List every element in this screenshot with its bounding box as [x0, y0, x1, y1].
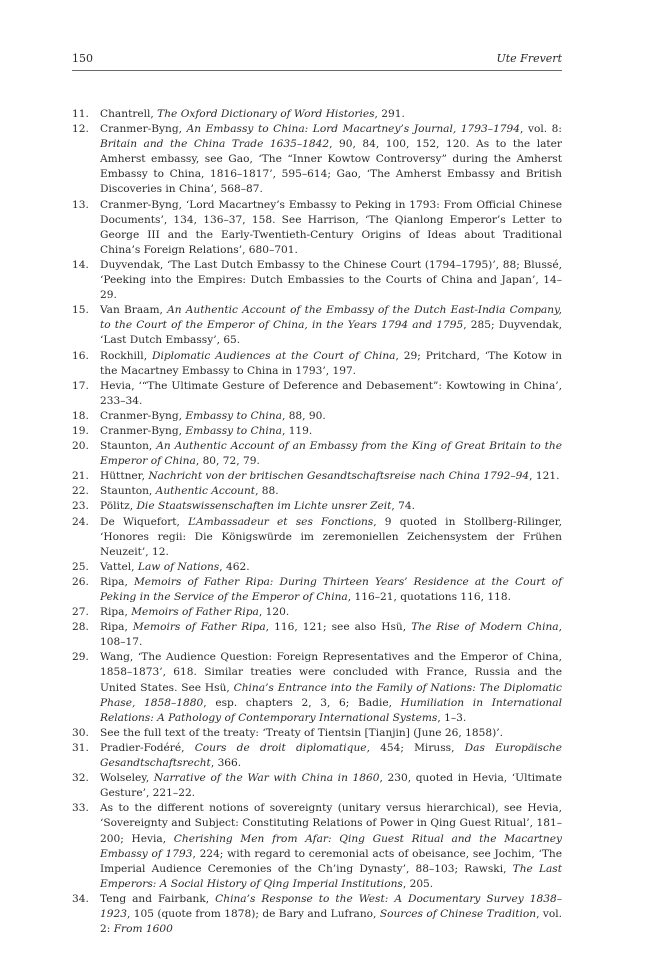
note-text-segment: , 88, 90.	[281, 409, 326, 422]
note-text-segment: , 462.	[219, 560, 250, 573]
endnote-number: 23.	[72, 500, 89, 513]
endnote-number: 18.	[72, 409, 89, 422]
endnote	[72, 469, 562, 484]
endnote	[72, 258, 562, 303]
endnote-number: 19.	[72, 424, 89, 437]
endnote-number: 25.	[72, 560, 89, 573]
note-text-segment: Pradier-Fodéré,	[100, 741, 195, 754]
cited-title: Memoirs of Father Ripa	[131, 606, 259, 619]
cited-title: Britain and the China Trade 1635–1842	[100, 138, 330, 151]
cited-title: An Authentic Account of the Embassy of the Dutch East-India Company, to the Court of the Emperor of China, in the Years 1794 and 1795	[100, 304, 562, 332]
endnote-number: 14.	[72, 258, 89, 271]
endnote-number: 21.	[72, 470, 89, 483]
cited-title: Sources of Chinese Tradition	[379, 907, 537, 920]
note-text-segment: , 108–17.	[100, 621, 563, 649]
note-text-segment: , 105 (quote from 1878); de Bary and Lufrano,	[126, 907, 380, 920]
note-text-segment: Staunton,	[100, 485, 156, 498]
note-text-segment: Cranmer-Byng,	[100, 123, 187, 136]
note-text-segment: , 29; Pritchard, ‘The Kotow in the Macartney Embassy to China in 1793’, 197.	[100, 349, 562, 377]
endnote	[72, 605, 562, 620]
cited-title: China’s Response to the West: A Documentary Survey 1838–1923	[100, 892, 563, 920]
endnote-text	[100, 485, 279, 497]
endnote	[72, 575, 562, 605]
note-text-segment: , 205.	[402, 877, 434, 890]
endnote	[72, 499, 562, 514]
note-text-segment: , 454; Miruss,	[366, 741, 465, 754]
note-text-segment: Duyvendak, ‘The Last Dutch Embassy to the Chinese Court (1794–1795)’, 88; Blussé, ‘Peeking into the Empires: Dutch Embassies to the Courts of China and Japan’, 14–29.	[100, 258, 562, 302]
endnote	[72, 439, 562, 469]
page-number: 150	[72, 52, 93, 65]
endnote-text	[100, 621, 562, 648]
endnote-number: 16.	[72, 349, 89, 362]
note-text-segment: Teng and Fairbank,	[100, 892, 216, 905]
endnote	[72, 620, 562, 650]
note-text-segment: De Wiquefort,	[100, 515, 189, 528]
cited-title: From 1600	[113, 923, 173, 936]
cited-title: Memoirs of Father Ripa: During Thirteen Years’ Residence at the Court of Peking in the Service of the Emperor of China	[100, 575, 563, 603]
cited-title: The Rise of Modern China	[411, 621, 559, 634]
note-text-segment: , 116, 121; see also Hsü,	[265, 621, 412, 634]
cited-title: Embassy to China	[185, 424, 282, 437]
endnote	[72, 409, 562, 424]
note-text-segment: Hevia, ‘“The Ultimate Gesture of Deference and Debasement”: Kowtowing in China’, 233–34.	[100, 379, 562, 407]
note-text-segment: Cranmer-Byng, ‘Lord Macartney’s Embassy to Peking in 1793: From Official Chinese Documents’, 134, 136–37, 158. See Harrison, ‘The Qianlong Emperor’s Letter to George III and the Early-Twentieth-Century Origins of Ideas about Traditional China’s Foreign Relations’, 680–701.	[100, 198, 562, 256]
endnote-text	[100, 304, 562, 346]
note-text-segment: Staunton,	[100, 440, 157, 453]
endnote	[72, 771, 562, 801]
endnote	[72, 107, 562, 122]
endnote-number: 27.	[72, 606, 89, 619]
cited-title: Cherishing Men from Afar: Qing Guest Ritual and the Macartney Embassy of 1793	[100, 832, 562, 860]
endnote-text	[100, 772, 562, 799]
endnote-text	[100, 259, 562, 301]
cited-title: Law of Nations	[137, 560, 220, 573]
note-text-segment: , vol. 2:	[100, 907, 563, 936]
endnote-text	[100, 802, 562, 889]
cited-title: Embassy to China	[185, 409, 282, 422]
endnote-number: 17.	[72, 379, 89, 392]
endnote-text	[100, 893, 562, 935]
endnote-text	[100, 350, 562, 377]
endnote	[72, 515, 562, 560]
endnote	[72, 801, 562, 892]
note-text-segment: Hüttner,	[100, 470, 149, 483]
cited-title: Das Europäische Gesandtschaftsrecht	[100, 741, 563, 770]
note-text-segment: , 285; Duyvendak, ‘Last Dutch Embassy’, 65.	[100, 319, 562, 347]
running-author: Ute Frevert	[496, 52, 562, 65]
endnote-number: 12.	[72, 123, 89, 136]
endnote-text	[100, 516, 562, 558]
note-text-segment: Rockhill,	[100, 349, 152, 362]
note-text-segment: , 120.	[258, 606, 290, 619]
note-text-segment: Ripa,	[100, 575, 134, 588]
endnote	[72, 424, 562, 439]
endnote-text	[100, 440, 562, 467]
endnote	[72, 303, 562, 348]
note-text-segment: , 366.	[210, 757, 242, 770]
cited-title: Die Staatswissenschaften im Lichte unsrer Zeit	[136, 500, 392, 513]
endnote-number: 20.	[72, 440, 89, 453]
note-text-segment: Wolseley,	[100, 772, 154, 785]
endnote-number: 24.	[72, 515, 89, 528]
cited-title: L’Ambassadeur et ses Fonctions	[188, 515, 374, 528]
note-text-segment: , vol. 8:	[520, 123, 562, 136]
cited-title: Nachricht von der britischen Gesandtschaftsreise nach China 1792–94	[148, 470, 530, 483]
endnote-number: 22.	[72, 485, 89, 498]
note-text-segment: As to the different notions of sovereignty (unitary versus hierarchical), see Hevia, ‘Sovereignty and Subject: Constituting Relations of Power in Qing Guest Ritual’, 181–200; Hevia,	[100, 802, 562, 845]
note-text-segment: Wang, ‘The Audience Question: Foreign Representatives and the Emperor of China, 1858–1873’, 618. Similar treaties were concluded with France, Russia and the United States. See Hsü,	[100, 651, 562, 694]
endnote-number: 31.	[72, 741, 89, 754]
note-text-segment: , 1–3.	[437, 711, 467, 724]
endnote-text	[100, 425, 312, 437]
endnote-text	[100, 500, 415, 512]
cited-title: Humiliation in International Relations: A Pathology of Contemporary International Systems	[100, 696, 562, 724]
cited-title: Memoirs of Father Ripa	[132, 621, 266, 634]
endnote-text	[100, 470, 559, 482]
note-text-segment: , 80, 72, 79.	[195, 455, 260, 468]
note-text-segment: , 9 quoted in Stollberg-Rilinger, ‘Honores regii: Die Königswürde im zeremoniellen Zeichensystem der Frühen Neuzeit’, 12.	[100, 515, 562, 558]
endnote-number: 30.	[72, 726, 89, 739]
endnote	[72, 122, 562, 197]
endnote-text	[100, 561, 250, 573]
note-text-segment: , 121.	[529, 470, 560, 483]
note-text-segment: , 291.	[374, 108, 405, 120]
endnote	[72, 726, 562, 741]
endnote-text	[100, 410, 326, 422]
endnote-number: 13.	[72, 198, 89, 211]
cited-title: The Oxford Dictionary of Word Histories	[157, 108, 375, 120]
endnote	[72, 379, 562, 409]
note-text-segment: Van Braam,	[100, 304, 168, 317]
endnote-text	[100, 606, 289, 618]
endnote	[72, 349, 562, 379]
endnote-text	[100, 651, 562, 723]
endnote-number: 34.	[72, 892, 89, 905]
note-text-segment: Pölitz,	[100, 500, 137, 513]
note-text-segment: , 230, quoted in Hevia, ‘Ultimate Gesture’, 221–22.	[100, 772, 562, 800]
endnote-text	[100, 380, 562, 407]
note-text-segment: , 119.	[281, 424, 313, 437]
endnote-number: 15.	[72, 304, 89, 317]
note-text-segment: , 88.	[255, 485, 279, 498]
note-text-segment: Vattel,	[100, 560, 138, 573]
endnote	[72, 650, 562, 725]
endnote	[72, 741, 562, 771]
endnotes-list	[72, 107, 562, 937]
note-text-segment: , 116–21, quotations 116, 118.	[347, 591, 511, 603]
note-text-segment: Cranmer-Byng,	[100, 424, 186, 437]
cited-title: The Last Emperors: A Social History of Qing Imperial Institutions	[100, 862, 562, 890]
endnote-text	[100, 108, 405, 120]
note-text-segment: Ripa,	[100, 606, 132, 619]
endnote-text	[100, 576, 562, 603]
cited-title: Diplomatic Audiences at the Court of China	[151, 349, 396, 362]
cited-title: An Embassy to China: Lord Macartney’s Journal, 1793–1794	[186, 123, 521, 136]
note-text-segment: Ripa,	[100, 621, 133, 634]
cited-title: Cours de droit diplomatique	[194, 741, 367, 754]
note-text-segment: , 90, 84, 100, 152, 120. As to the later Amherst embassy, see Gao, ‘The “Inner Kowtow Controversy” during the Amherst Embassy to China, 1816–1817’, 595–614; Gao, ‘The Amherst Embassy and British Discoveries in China’, 568–87.	[100, 138, 562, 196]
endnote-number: 26.	[72, 575, 89, 588]
cited-title: Narrative of the War with China in 1860	[153, 772, 380, 785]
endnote	[72, 484, 562, 499]
cited-title: Authentic Account	[155, 485, 256, 498]
cited-title: China’s Entrance into the Family of Nations: The Diplomatic Phase, 1858–1880	[100, 681, 562, 709]
endnote-text	[100, 199, 562, 256]
endnote-text	[100, 123, 562, 195]
note-text-segment: See the full text of the treaty: ‘Treaty of Tientsin [Tianjin] (June 26, 1858)’.	[100, 726, 503, 739]
endnote	[72, 892, 562, 937]
endnote-number: 11.	[72, 108, 89, 120]
note-text-segment: Chantrell,	[100, 108, 158, 120]
endnote-text	[100, 727, 503, 739]
endnote-number: 32.	[72, 772, 89, 785]
endnote-number: 29.	[72, 651, 89, 664]
cited-title: An Authentic Account of an Embassy from the King of Great Britain to the Emperor of China	[100, 440, 563, 468]
running-header	[72, 52, 562, 71]
note-text-segment: , esp. chapters 2, 3, 6; Badie,	[203, 696, 401, 709]
endnote-number: 33.	[72, 802, 89, 815]
note-text-segment: , 224; with regard to ceremonial acts of obeisance, see Jochim, ‘The Imperial Audience Ceremonies of the Ch’ing Dynasty’, 88–103; Rawski,	[100, 847, 562, 875]
note-text-segment: Cranmer-Byng,	[100, 409, 186, 422]
endnote-number: 28.	[72, 621, 89, 634]
endnote	[72, 560, 562, 575]
note-text-segment: , 74.	[391, 500, 415, 513]
endnote-text	[100, 742, 562, 769]
endnote	[72, 198, 562, 258]
